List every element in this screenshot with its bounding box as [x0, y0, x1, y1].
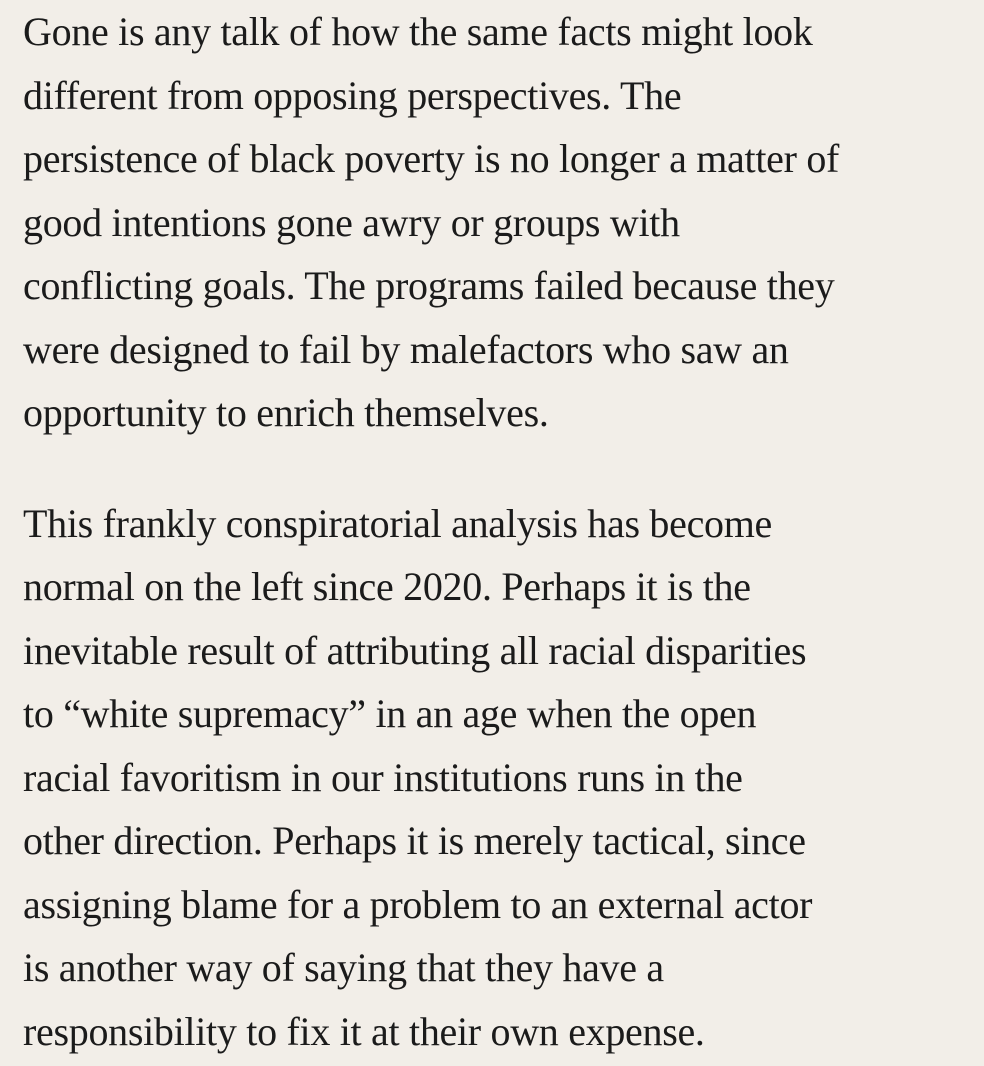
paragraph-line: good intentions gone awry or groups with [23, 199, 680, 245]
paragraph-line: to “white supremacy” in an age when the open [23, 691, 757, 736]
paragraph-line: other direction. Perhaps it is merely tactical, since [23, 818, 806, 863]
paragraph-1 [23, 0, 964, 445]
paragraph-line: inevitable result of attributing all racial disparities [23, 627, 807, 673]
paragraph-line: This frankly conspiratorial analysis has become [23, 500, 773, 546]
paragraph-line: Gone is any talk of how the same facts might look [23, 9, 813, 54]
paragraph-line: were designed to fail by malefactors who saw an [23, 326, 789, 372]
paragraph-line: conflicting goals. The programs failed because they [23, 263, 835, 308]
paragraph-line: racial favoritism in our institutions runs in the [23, 754, 743, 800]
paragraph-line: normal on the left since 2020. Perhaps it is the [23, 564, 751, 609]
paragraph-line: persistence of black poverty is no longer a matter of [23, 136, 840, 181]
paragraph-line: opportunity to enrich themselves. [23, 390, 549, 435]
paragraph-line: assigning blame for a problem to an external actor [23, 881, 813, 927]
paragraph-2 [23, 492, 964, 1064]
paragraph-line: is another way of saying that they have a [23, 945, 664, 990]
paragraph-line: responsibility to fix it at their own expense. [23, 1008, 705, 1054]
paragraph-line: different from opposing perspectives. The [23, 72, 682, 118]
